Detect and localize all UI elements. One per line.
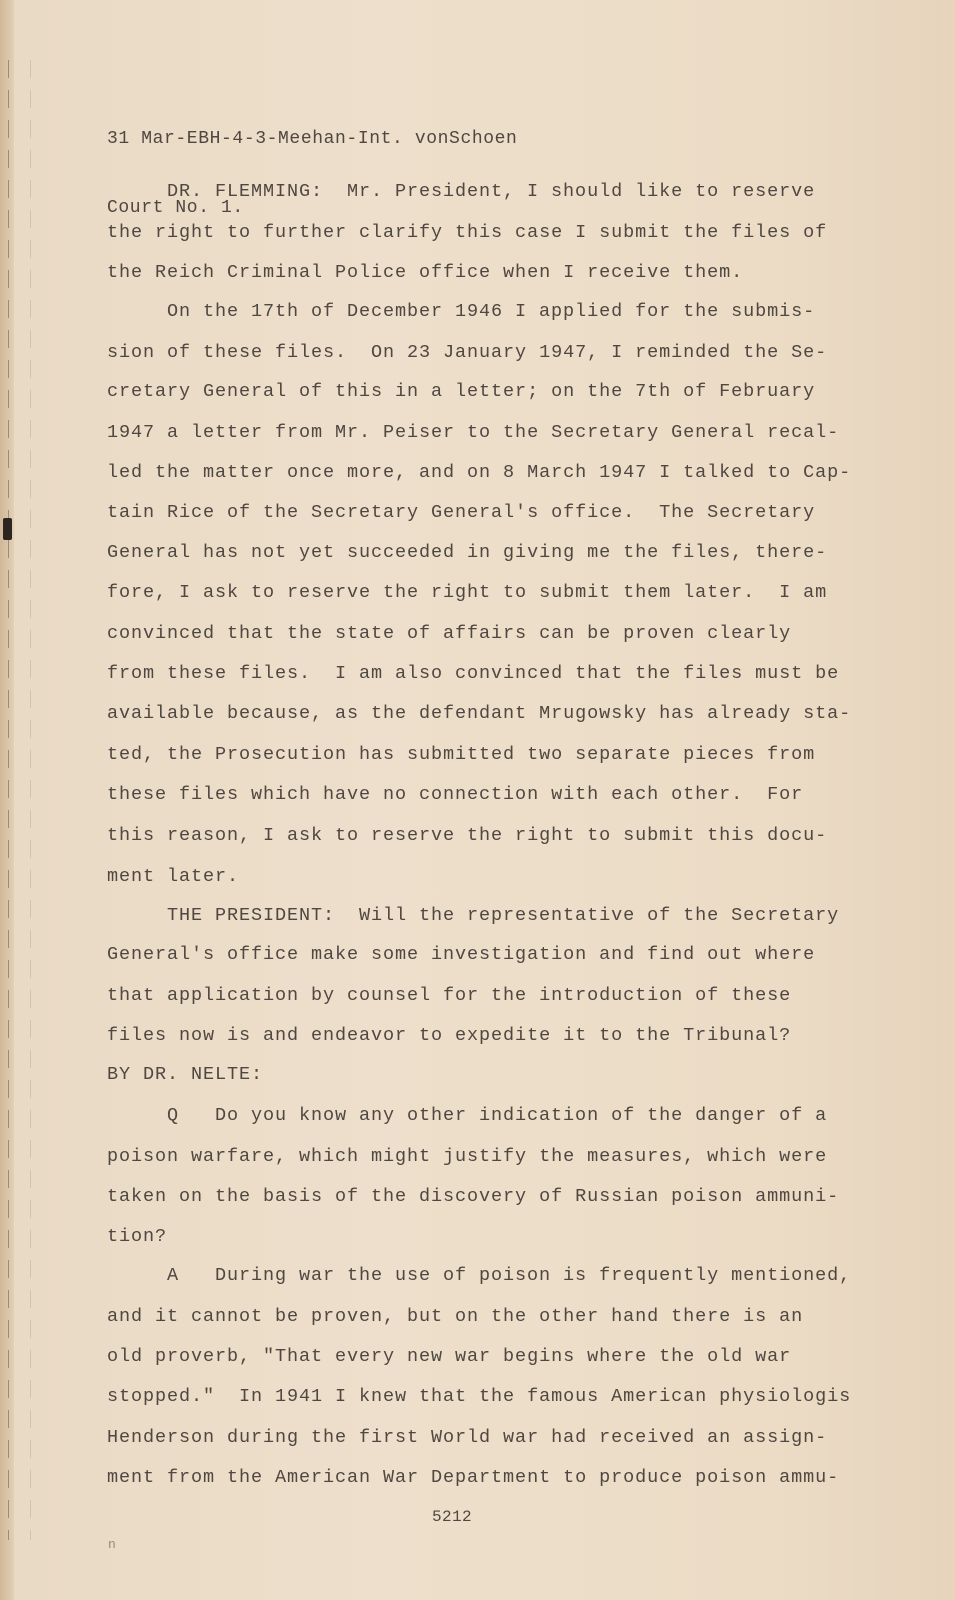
text-line: poison warfare, which might justify the measures, which were bbox=[107, 1146, 828, 1167]
text-line: THE PRESIDENT: Will the representative of the Secretary bbox=[167, 905, 840, 926]
text-line: convinced that the state of affairs can be proven clearly bbox=[107, 623, 792, 644]
text-line: General has not yet succeeded in giving me the files, there- bbox=[107, 542, 828, 563]
text-line: tion? bbox=[107, 1226, 168, 1247]
transcript-body bbox=[107, 180, 927, 1520]
text-line: On the 17th of December 1946 I applied for the submis- bbox=[167, 301, 816, 322]
text-line: old proverb, "That every new war begins where the old war bbox=[107, 1346, 792, 1367]
header-line-1: 31 Mar-EBH-4-3-Meehan-Int. vonSchoen bbox=[107, 129, 518, 149]
text-line: these files which have no connection with each other. For bbox=[107, 784, 804, 805]
text-line: ment later. bbox=[107, 866, 240, 887]
text-line: files now is and endeavor to expedite it to the Tribunal? bbox=[107, 1025, 792, 1046]
binding-tear-line bbox=[8, 60, 9, 1540]
text-line: A During war the use of poison is frequently mentioned, bbox=[167, 1265, 852, 1286]
text-line: tain Rice of the Secretary General's office. The Secretary bbox=[107, 502, 816, 523]
text-line: led the matter once more, and on 8 March 1947 I talked to Cap- bbox=[107, 462, 852, 483]
footer-mark: n bbox=[108, 1537, 117, 1552]
text-line: this reason, I ask to reserve the right to submit this docu- bbox=[107, 825, 828, 846]
text-line: 1947 a letter from Mr. Peiser to the Secretary General recal- bbox=[107, 422, 840, 443]
text-line: and it cannot be proven, but on the other hand there is an bbox=[107, 1306, 804, 1327]
text-line: that application by counsel for the introduction of these bbox=[107, 985, 792, 1006]
text-line: taken on the basis of the discovery of Russian poison ammuni- bbox=[107, 1186, 840, 1207]
text-line: Q Do you know any other indication of the danger of a bbox=[167, 1105, 828, 1126]
punch-hole-mark bbox=[3, 518, 12, 540]
text-line: stopped." In 1941 I knew that the famous American physiologis bbox=[107, 1386, 852, 1407]
text-line: ment from the American War Department to produce poison ammu- bbox=[107, 1467, 840, 1488]
text-line: BY DR. NELTE: bbox=[107, 1064, 264, 1085]
text-line: DR. FLEMMING: Mr. President, I should like to reserve bbox=[167, 181, 816, 202]
header-line-2: Court No. 1. bbox=[107, 198, 244, 218]
text-line: from these files. I am also convinced that the files must be bbox=[107, 663, 840, 684]
text-line: the right to further clarify this case I submit the files of bbox=[107, 222, 828, 243]
page-number: 5212 bbox=[432, 1508, 473, 1526]
page-left-edge bbox=[0, 0, 14, 1600]
text-line: Henderson during the first World war had received an assign- bbox=[107, 1427, 828, 1448]
text-line: available because, as the defendant Mrugowsky has already sta- bbox=[107, 703, 852, 724]
text-line: cretary General of this in a letter; on the 7th of February bbox=[107, 381, 816, 402]
text-line: General's office make some investigation and find out where bbox=[107, 944, 816, 965]
text-line: the Reich Criminal Police office when I receive them. bbox=[107, 262, 744, 283]
text-line: ted, the Prosecution has submitted two separate pieces from bbox=[107, 744, 816, 765]
binding-fold-line bbox=[30, 60, 31, 1540]
text-line: sion of these files. On 23 January 1947, I reminded the Se- bbox=[107, 342, 828, 363]
text-line: fore, I ask to reserve the right to submit them later. I am bbox=[107, 582, 828, 603]
